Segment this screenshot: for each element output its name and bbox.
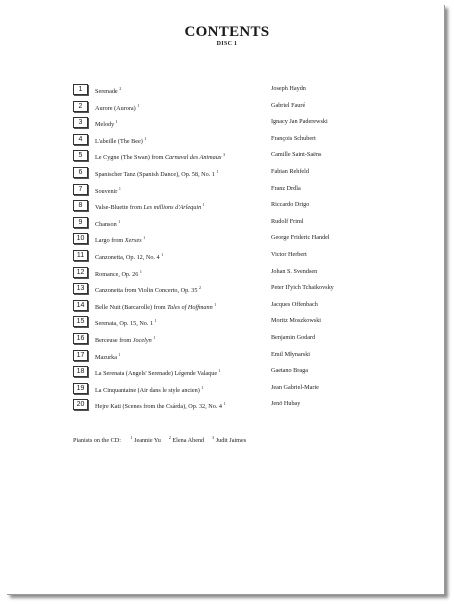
track-number: 7 [73, 184, 88, 195]
toc-entry [73, 117, 373, 134]
toc-entry [73, 200, 373, 217]
composer-name: Fabian Rehfeld [271, 167, 309, 175]
toc-entry [73, 84, 373, 101]
track-number: 19 [73, 383, 88, 394]
pianist-ref: 1 [130, 435, 133, 440]
piece-title [95, 383, 203, 396]
page-title: CONTENTS [184, 24, 270, 40]
toc-entry [73, 167, 373, 184]
piece-text: Hejre Kati (Scenes from the Csárda), Op. 32, No. 4 [95, 403, 224, 411]
piece-title [95, 150, 225, 163]
composer-name: Rudolf Friml [271, 217, 304, 225]
pianist-ref: 1 [223, 401, 226, 407]
composer-name: Peter Il'yich Tchaikovsky [271, 284, 334, 292]
track-number: 9 [73, 217, 88, 228]
pianist-ref: 1 [201, 384, 204, 390]
pianist-ref: 1 [216, 168, 219, 174]
toc-entry [73, 217, 373, 234]
piece-text: Spanischer Tanz (Spanish Dance), Op. 58, No. 1 [95, 170, 217, 178]
contents-list [73, 84, 373, 416]
track-number: 14 [73, 300, 88, 311]
pianist-ref: 1 [214, 301, 217, 307]
piece-text: La Cinquantaine (Air dans le style ancien) [95, 386, 202, 394]
track-number: 4 [73, 134, 88, 145]
pianist-ref: 2 [168, 435, 171, 440]
piece-text: Berceuse from [95, 336, 133, 344]
pianist-ref: 1 [218, 368, 221, 374]
composer-name: Victor Herbert [271, 250, 307, 258]
track-number: 11 [73, 250, 88, 261]
pianist-ref: 1 [115, 119, 118, 125]
toc-entry [73, 399, 373, 416]
track-number: 5 [73, 150, 88, 161]
piece-title [95, 101, 139, 114]
pianist-ref: 1 [202, 202, 205, 208]
toc-entry [73, 267, 373, 284]
toc-entry [73, 300, 373, 317]
piece-title [95, 167, 218, 180]
pianist-ref: 1 [118, 185, 121, 191]
piece-title [95, 184, 121, 197]
toc-entry [73, 134, 373, 151]
composer-name: François Schubert [271, 134, 316, 142]
composer-name: Jacques Offenbach [271, 300, 318, 308]
piece-text: Canzonetta, Op. 12, No. 4 [95, 253, 162, 261]
piece-text: Aurore (Aurora) [95, 104, 138, 112]
track-number: 16 [73, 333, 88, 344]
piece-text: Chanson [95, 220, 119, 228]
track-number: 3 [73, 117, 88, 128]
work-title: Jocelyn [132, 336, 152, 344]
piece-title [95, 134, 146, 147]
toc-entry [73, 233, 373, 250]
composer-name: Joseph Haydn [271, 85, 306, 92]
pianist-ref: 1 [144, 135, 147, 141]
piece-text: Belle Nuit (Barcarolle) from [95, 303, 168, 311]
track-number: 6 [73, 167, 88, 178]
composer-name: Emil Młynarski [271, 350, 311, 358]
toc-entry [73, 383, 373, 400]
piece-title [95, 350, 121, 363]
piece-text: Romance, Op. 26 [95, 270, 140, 278]
track-number: 13 [73, 283, 88, 294]
composer-name: Johan S. Svendsen [271, 267, 318, 275]
composer-name: Ignacy Jan Paderewski [271, 118, 328, 126]
piece-text: Serenata, Op. 15, No. 1 [95, 320, 155, 328]
pianists-footer [73, 435, 246, 444]
toc-entry [73, 350, 373, 367]
composer-name: Gaetano Braga [271, 367, 308, 375]
toc-entry [73, 250, 373, 267]
piece-title [95, 217, 120, 230]
track-number: 18 [73, 366, 88, 377]
pianists-label: Pianists on the CD: [73, 437, 121, 444]
piece-text: L'abeille (The Bee) [95, 137, 145, 145]
pianist-ref: 1 [137, 102, 140, 108]
pianist-ref: 1 [154, 318, 157, 324]
piece-title [95, 333, 155, 346]
composer-name: Jenö Hubay [271, 400, 301, 408]
composer-name: George Frideric Handel [271, 234, 330, 242]
piece-title [95, 84, 121, 97]
pianist-ref: 1 [153, 334, 156, 340]
piece-title [95, 399, 226, 412]
work-title: Xerxes [124, 237, 142, 245]
toc-entry [73, 333, 373, 350]
work-title: Tales of Hoffmann [167, 303, 213, 311]
composer-name: Riccardo Drigo [271, 201, 310, 209]
track-number: 2 [73, 101, 88, 112]
pianist-name: Elena Abend [170, 437, 205, 444]
piece-title [95, 117, 118, 130]
pianist-ref: 1 [161, 251, 164, 257]
composer-name: Franz Drdla [271, 184, 301, 192]
toc-entry [73, 150, 373, 167]
composer-name: Jean Gabriel-Marie [271, 383, 319, 391]
toc-entry [73, 184, 373, 201]
pianist-ref: 3 [212, 435, 215, 440]
toc-entry [73, 366, 373, 383]
pianist-ref: 1 [139, 268, 142, 274]
piece-title [95, 200, 205, 213]
piece-title [95, 300, 216, 313]
track-number: 17 [73, 350, 88, 361]
piece-text: Largo from [95, 237, 125, 245]
composer-name: Moritz Moszkowski [271, 317, 322, 325]
toc-entry [73, 101, 373, 118]
piece-title [95, 267, 142, 280]
piece-title [95, 250, 163, 263]
toc-entry [73, 283, 373, 300]
pianist-name: Jeannie Yu [132, 437, 161, 444]
pianist-name: Judit Jaimes [214, 437, 247, 444]
disc-label: DISC 1 [216, 41, 238, 47]
piece-title [95, 233, 145, 246]
piece-title [95, 366, 221, 379]
pianist-ref: 1 [118, 351, 121, 357]
composer-name: Gabriel Fauré [271, 101, 306, 109]
pianist-ref: 1 [118, 218, 121, 224]
piece-text: Mazurka [95, 353, 119, 361]
piece-title [95, 283, 201, 296]
track-number: 12 [73, 267, 88, 278]
track-number: 20 [73, 399, 88, 410]
pianist-ref: 1 [143, 235, 146, 241]
piece-text: La Serenata (Angels' Serenade) Légende Valaque [95, 370, 219, 378]
toc-entry [73, 316, 373, 333]
work-title: Carnaval des Animaux [164, 154, 222, 162]
track-number: 8 [73, 200, 88, 211]
piece-text: Souvenir [95, 187, 119, 195]
composer-name: Benjamin Godard [271, 333, 316, 341]
work-title: Les millions d'Arlequin [143, 204, 202, 212]
piece-text: Le Cygne (The Swan) from [95, 154, 165, 162]
pianist-ref: 3 [223, 152, 226, 158]
track-number: 10 [73, 233, 88, 244]
track-number: 1 [73, 84, 88, 95]
piece-text: Valse-Bluette from [95, 204, 144, 212]
piece-text: Serenade [95, 88, 120, 95]
piece-text: Melody [95, 121, 116, 129]
piece-text: Canzonetta from Violin Concerto, Op. 35 [95, 287, 199, 295]
pianist-ref: 2 [119, 86, 122, 91]
piece-title [95, 316, 157, 329]
track-number: 15 [73, 316, 88, 327]
composer-name: Camille Saint-Saëns [271, 151, 322, 159]
pianist-ref: 2 [199, 285, 201, 291]
